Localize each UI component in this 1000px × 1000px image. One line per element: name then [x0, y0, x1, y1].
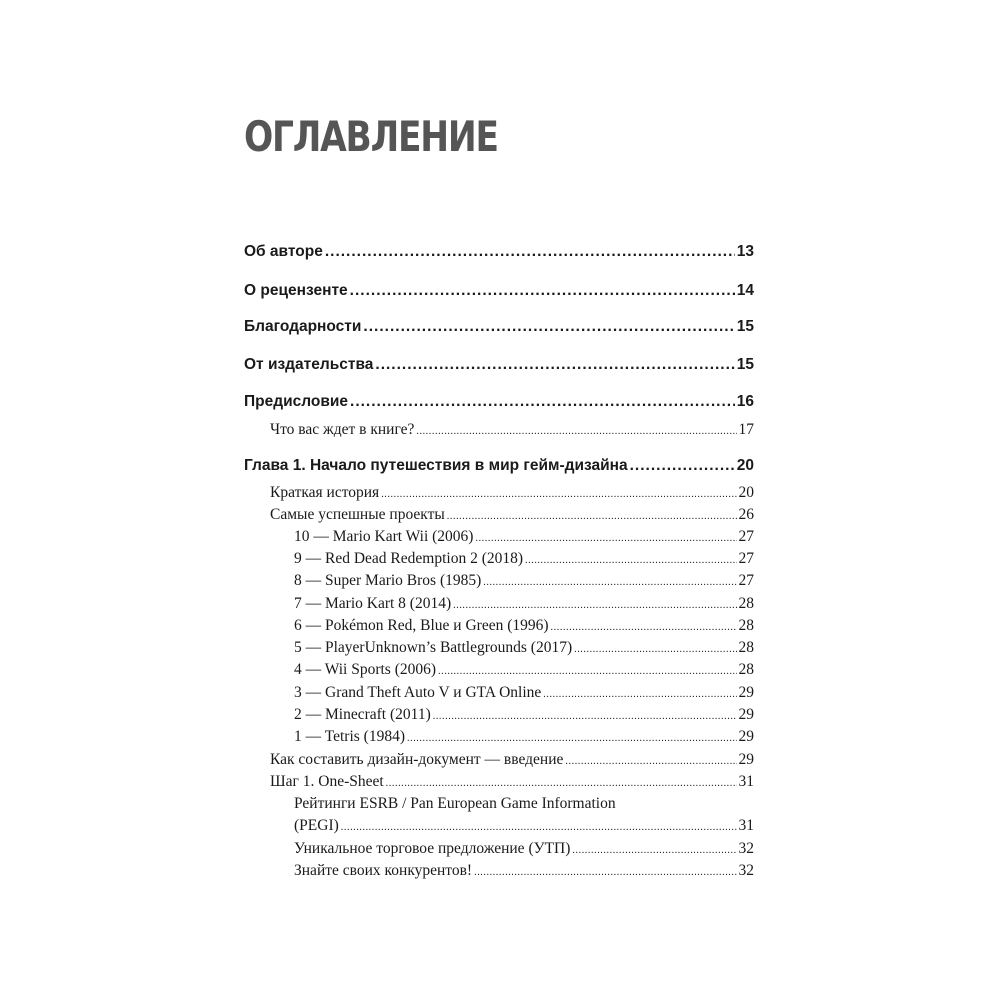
dot-leader: [630, 457, 735, 475]
dot-leader: [438, 666, 736, 677]
entry-page: 14: [736, 282, 754, 299]
dot-leader: [453, 600, 736, 611]
entry-page: 27: [738, 572, 754, 589]
toc-entry-rank-8[interactable]: [294, 572, 754, 590]
toc-entry-rank-3[interactable]: [294, 684, 754, 702]
toc-entry-preface[interactable]: [244, 393, 754, 411]
entry-title: О рецензенте: [244, 282, 348, 299]
toc-entry-rank-2[interactable]: [294, 706, 754, 724]
entry-title: 1 — Tetris (1984): [294, 728, 405, 745]
entry-page: 29: [738, 684, 754, 701]
page-title: ОГЛАВЛЕНИЕ: [244, 112, 498, 161]
dot-leader: [416, 426, 736, 437]
dot-leader: [474, 867, 736, 878]
entry-page: 28: [738, 617, 754, 634]
dot-leader: [381, 489, 736, 500]
dot-leader: [341, 822, 737, 833]
entry-title: Благодарности: [244, 318, 362, 335]
dot-leader: [543, 689, 736, 700]
toc-entry-about-reviewer[interactable]: [244, 282, 754, 300]
entry-title: 2 — Minecraft (2011): [294, 706, 431, 723]
entry-page: 29: [738, 728, 754, 745]
entry-page: 13: [736, 243, 754, 260]
entry-page: 32: [738, 862, 754, 879]
toc-entry-rank-4[interactable]: [294, 661, 754, 679]
dot-leader: [350, 282, 735, 300]
entry-title: От издательства: [244, 356, 374, 373]
entry-page: 28: [738, 661, 754, 678]
toc-entry-whats-in-book[interactable]: [270, 421, 754, 439]
dot-leader: [525, 555, 736, 566]
entry-title: Знайте своих конкурентов!: [294, 862, 473, 879]
toc-entry-rank-9[interactable]: [294, 550, 754, 568]
entry-title: Как составить дизайн-документ — введение: [270, 751, 564, 768]
entry-title: 3 — Grand Theft Auto V и GTA Online: [294, 684, 542, 701]
entry-title: Краткая история: [270, 484, 380, 501]
dot-leader: [574, 644, 736, 655]
entry-title: 5 — PlayerUnknown’s Battlegrounds (2017): [294, 639, 573, 656]
entry-title: Уникальное торговое предложение (УТП): [294, 840, 571, 857]
toc-entry-usp[interactable]: [294, 840, 754, 858]
dot-leader: [433, 711, 737, 722]
toc-entry-brief-history[interactable]: [270, 484, 754, 502]
entry-title: 10 — Mario Kart Wii (2006): [294, 528, 474, 545]
entry-title: Шаг 1. One-Sheet: [270, 773, 384, 790]
entry-page: 28: [738, 639, 754, 656]
toc-entry-top-projects[interactable]: [270, 506, 754, 524]
entry-page: 29: [738, 706, 754, 723]
toc-entry-step-1[interactable]: [270, 773, 754, 791]
entry-title: Предисловие: [244, 393, 349, 410]
toc-entry-rank-10[interactable]: [294, 528, 754, 546]
entry-title: Самые успешные проекты: [270, 506, 445, 523]
toc-entry-rank-6[interactable]: [294, 617, 754, 635]
entry-page: 27: [738, 528, 754, 545]
entry-page: 16: [736, 393, 754, 410]
dot-leader: [375, 356, 734, 374]
dot-leader: [350, 393, 735, 411]
entry-page: 28: [738, 595, 754, 612]
toc-entry-ratings-line-2[interactable]: [294, 817, 754, 835]
entry-title: 4 — Wii Sports (2006): [294, 661, 437, 678]
toc-entry-ratings-line-1[interactable]: [294, 795, 754, 813]
entry-page: 29: [738, 751, 754, 768]
toc-entry-acknowledgements[interactable]: [244, 318, 754, 336]
entry-page: 15: [736, 356, 754, 373]
toc-entry-from-publisher[interactable]: [244, 356, 754, 374]
toc-entry-know-competitors[interactable]: [294, 862, 754, 880]
entry-page: 31: [738, 773, 754, 790]
entry-page: 27: [738, 550, 754, 567]
entry-title: Рейтинги ESRB / Pan European Game Information: [294, 795, 616, 812]
dot-leader: [572, 845, 736, 856]
entry-title: 7 — Mario Kart 8 (2014): [294, 595, 452, 612]
entry-title: Что вас ждет в книге?: [270, 421, 415, 438]
entry-title: Глава 1. Начало путешествия в мир гейм-дизайна: [244, 457, 628, 474]
entry-page: 31: [738, 817, 754, 834]
entry-title: Об авторе: [244, 243, 323, 260]
entry-page: 20: [738, 484, 754, 501]
toc-entry-chapter-1[interactable]: [244, 457, 754, 475]
entry-page: 15: [736, 318, 754, 335]
dot-leader: [483, 577, 736, 588]
entry-title: 9 — Red Dead Redemption 2 (2018): [294, 550, 524, 567]
toc-entry-rank-5[interactable]: [294, 639, 754, 657]
toc-entry-rank-7[interactable]: [294, 595, 754, 613]
entry-page: 32: [738, 840, 754, 857]
toc-entry-rank-1[interactable]: [294, 728, 754, 746]
dot-leader: [551, 622, 737, 633]
entry-title-continued: (PEGI): [294, 817, 339, 834]
dot-leader: [565, 756, 736, 767]
toc-entry-about-author[interactable]: [244, 243, 754, 261]
dot-leader: [447, 511, 737, 522]
dot-leader: [325, 243, 735, 261]
entry-title: 8 — Super Mario Bros (1985): [294, 572, 482, 589]
toc-entry-design-doc-intro[interactable]: [270, 751, 754, 769]
entry-page: 20: [736, 457, 754, 474]
dot-leader: [386, 778, 737, 789]
dot-leader: [407, 733, 737, 744]
dot-leader: [363, 318, 734, 336]
entry-page: 17: [738, 421, 754, 438]
entry-page: 26: [738, 506, 754, 523]
entry-title: 6 — Pokémon Red, Blue и Green (1996): [294, 617, 549, 634]
dot-leader: [475, 533, 736, 544]
